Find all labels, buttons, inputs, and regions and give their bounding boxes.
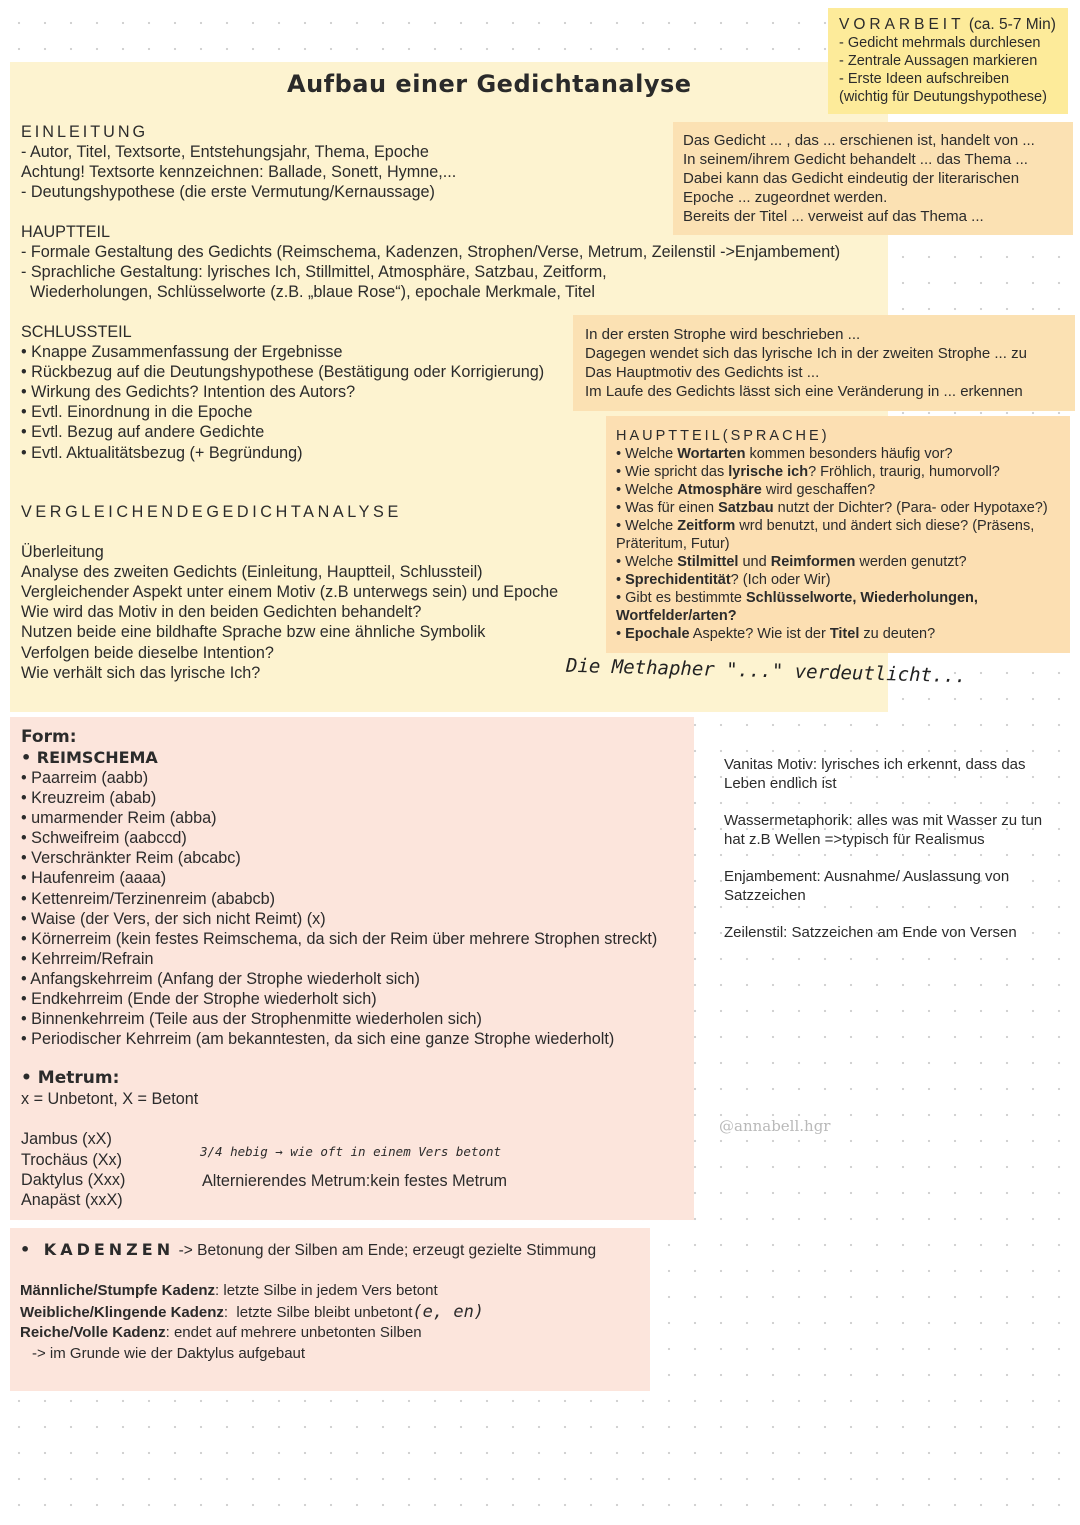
- page-title: Aufbau einer Gedichtanalyse: [287, 70, 692, 98]
- note-line: Leben endlich ist: [724, 775, 837, 792]
- reimschema-item: • Binnenkehrreim (Teile aus der Strophenmitte wiederholen sich): [21, 1009, 657, 1029]
- kadenz-reich: Reiche/Volle Kadenz: endet auf mehrere unbetonten Silben: [20, 1324, 422, 1341]
- vorarbeit-heading: VORARBEIT: [839, 16, 965, 33]
- phrase-line: Das Hauptmotiv des Gedichts ist ...: [585, 364, 820, 381]
- phrase-line: Dabei kann das Gedicht eindeutig der literarischen: [683, 170, 1020, 187]
- sprache-item: • Gibt es bestimmte Schlüsselworte, Wiederholungen,: [616, 589, 1048, 607]
- reimschema-heading: • REIMSCHEMA: [21, 747, 657, 768]
- note-line: Satzzeichen: [724, 887, 806, 904]
- metrum-item: Jambus (xX): [21, 1130, 112, 1149]
- einleitung-line: Achtung! Textsorte kennzeichnen: Ballade, Sonett, Hymne,...: [21, 163, 457, 182]
- note-line: Vanitas Motiv: lyrisches ich erkennt, dass das: [724, 756, 1026, 773]
- sprache-item: • Epochale Aspekte? Wie ist der Titel zu deuten?: [616, 625, 1048, 643]
- reimschema-item: • Schweifreim (aabccd): [21, 828, 657, 848]
- vorarbeit-duration: (ca. 5-7 Min): [968, 16, 1056, 33]
- sprache-item: • Welche Wortarten kommen besonders häufig vor?: [616, 445, 1048, 463]
- reimschema-item: • Kreuzreim (abab): [21, 788, 657, 808]
- kadenz-note: -> im Grunde wie der Daktylus aufgebaut: [32, 1344, 306, 1362]
- vergleich-line: Analyse des zweiten Gedichts (Einleitung, Hauptteil, Schlussteil): [21, 563, 483, 582]
- schlussteil-item: • Wirkung des Gedichts? Intention des Autors?: [21, 382, 544, 402]
- phrase-line: Dagegen wendet sich das lyrische Ich in der zweiten Strophe ... zu: [585, 345, 1027, 362]
- handwritten-note: Die Methapher "..." verdeutlicht...: [565, 654, 967, 688]
- right-notes: [724, 755, 1042, 942]
- reimschema-item: • Paarreim (aabb): [21, 768, 657, 788]
- sprache-item: • Welche Atmosphäre wird geschaffen?: [616, 481, 1048, 499]
- hauptteil-line: Wiederholungen, Schlüsselworte (z.B. „blaue Rose“), epochale Merkmale, Titel: [21, 283, 596, 302]
- kadenzen-description: -> Betonung der Silben am Ende; erzeugt gezielte Stimmung: [178, 1242, 597, 1259]
- sprache-item: • Wie spricht das lyrische ich? Fröhlich, traurig, humorvoll?: [616, 463, 1048, 481]
- vergleich-line: Nutzen beide eine bildhafte Sprache bzw eine ähnliche Symbolik: [21, 623, 486, 642]
- metrum-item: Daktylus (Xxx): [21, 1170, 126, 1189]
- vorarbeit-line: - Gedicht mehrmals durchlesen: [839, 35, 1041, 51]
- note-line: Zeilenstil: Satzzeichen am Ende von Versen: [724, 924, 1017, 941]
- reimschema-item: • Waise (der Vers, der sich nicht Reimt) (x): [21, 909, 657, 929]
- vergleich-line: Verfolgen beide dieselbe Intention?: [21, 643, 274, 662]
- hebig-note: 3/4 hebig → wie oft in einem Vers betont: [200, 1144, 502, 1159]
- sprache-item-cont: Wortfelder/arten?: [616, 608, 737, 624]
- vergleich-section: [21, 502, 558, 683]
- sprache-item: • Was für einen Satzbau nutzt der Dichter? (Para- oder Hypotaxe?): [616, 499, 1048, 517]
- note-line: Wassermetaphorik: alles was mit Wasser zu tun: [724, 812, 1043, 829]
- watermark: @annabell.hgr: [719, 1117, 831, 1135]
- form-section: [21, 727, 657, 1210]
- vorarbeit-section: [839, 16, 1056, 106]
- reimschema-item: • Kettenreim/Terzinenreim (ababcb): [21, 889, 657, 909]
- schlussteil-heading: SCHLUSSTEIL: [21, 323, 132, 341]
- vorarbeit-line: - Erste Ideen aufschreiben: [839, 71, 1010, 87]
- metrum-definition: x = Unbetont, X = Betont: [21, 1090, 199, 1109]
- reimschema-item: • Kehrreim/Refrain: [21, 949, 657, 969]
- schlussteil-item: • Knappe Zusammenfassung der Ergebnisse: [21, 342, 544, 362]
- form-heading: Form:: [21, 727, 77, 747]
- phrase-line: In seinem/ihrem Gedicht behandelt ... das Thema ...: [683, 151, 1028, 168]
- sprache-item: • Welche Zeitform wrd benutzt, und ändert sich diese? (Präsens,: [616, 517, 1048, 535]
- sprache-item-cont: Präteritum, Futur): [616, 536, 730, 552]
- reimschema-item: • Körnerreim (kein festes Reimschema, da sich der Reim über mehrere Strophen streckt): [21, 929, 657, 949]
- vergleich-line: Wie wird das Motiv in den beiden Gedichten behandelt?: [21, 603, 422, 622]
- einleitung-heading: EINLEITUNG: [21, 123, 149, 141]
- sprache-item: • Welche Stilmittel und Reimformen werden genutzt?: [616, 553, 1048, 571]
- vergleich-heading: VERGLEICHENDEGEDICHTANALYSE: [21, 503, 402, 521]
- phrase-line: Bereits der Titel ... verweist auf das Thema ...: [683, 208, 984, 225]
- reimschema-item: • Endkehrreim (Ende der Strophe wiederholt sich): [21, 989, 657, 1009]
- reimschema-item: • Haufenreim (aaaa): [21, 868, 657, 888]
- alternierend-line: Alternierendes Metrum:kein festes Metrum: [202, 1172, 507, 1190]
- vorarbeit-line: (wichtig für Deutungshypothese): [839, 89, 1047, 105]
- metrum-item: Anapäst (xxX): [21, 1190, 123, 1209]
- reimschema-item: • umarmender Reim (abba): [21, 808, 657, 828]
- hauptteil-heading: HAUPTTEIL: [21, 223, 111, 241]
- phrase-line: In der ersten Strophe wird beschrieben ...: [585, 326, 861, 343]
- vorarbeit-line: - Zentrale Aussagen markieren: [839, 53, 1038, 69]
- hauptteil-line: - Sprachliche Gestaltung: lyrisches Ich, Stillmittel, Atmosphäre, Satzbau, Zeitform,: [21, 263, 607, 282]
- kadenzen-section: [20, 1239, 596, 1364]
- einleitung-line: - Deutungshypothese (die erste Vermutung/Kernaussage): [21, 183, 435, 202]
- kadenzen-heading: • KADENZEN: [20, 1240, 174, 1259]
- kadenz-maennlich: Männliche/Stumpfe Kadenz: letzte Silbe in jedem Vers betont: [20, 1282, 438, 1299]
- hauptteil-section: [21, 222, 840, 302]
- sprache-section: [616, 427, 1048, 643]
- metrum-heading: • Metrum:: [21, 1067, 657, 1089]
- phrase-line: Im Laufe des Gedichts lässt sich eine Veränderung in ... erkennen: [585, 383, 1023, 400]
- schlussteil-item: • Evtl. Bezug auf andere Gedichte: [21, 422, 544, 442]
- hauptteil-line: - Formale Gestaltung des Gedichts (Reimschema, Kadenzen, Strophen/Verse, Metrum, Zeilenstil ->Enjambement): [21, 243, 841, 262]
- vergleich-line: Vergleichender Aspekt unter einem Motiv (z.B unterwegs sein) und Epoche: [21, 583, 559, 602]
- phrase-line: Epoche ... zugeordnet werden.: [683, 189, 888, 206]
- note-line: hat z.B Wellen =>typisch für Realismus: [724, 831, 985, 848]
- schlussteil-section: [21, 322, 544, 463]
- vergleich-line: Wie verhält sich das lyrische Ich?: [21, 663, 261, 682]
- reimschema-item: • Verschränkter Reim (abcabc): [21, 848, 657, 868]
- phrase-line: Das Gedicht ... , das ... erschienen ist, handelt von ...: [683, 132, 1035, 149]
- kadenz-weiblich: Weibliche/Klingende Kadenz: letzte Silbe bleibt unbetont(e, en): [20, 1301, 485, 1322]
- reimschema-item: • Anfangskehrreim (Anfang der Strophe wiederholt sich): [21, 969, 657, 989]
- einleitung-phrases: [683, 131, 1035, 226]
- sprache-item: • Sprechidentität? (Ich oder Wir): [616, 571, 1048, 589]
- schlussteil-item: • Evtl. Einordnung in die Epoche: [21, 402, 544, 422]
- metrum-item: Trochäus (Xx): [21, 1150, 123, 1169]
- vergleich-line: Überleitung: [21, 543, 104, 562]
- reimschema-item: • Periodischer Kehrreim (am bekanntesten, da sich eine ganze Strophe wiederholt): [21, 1029, 657, 1049]
- schlussteil-item: • Evtl. Aktualitätsbezug (+ Begründung): [21, 443, 544, 463]
- note-line: Enjambement: Ausnahme/ Auslassung von: [724, 868, 1010, 885]
- sprache-heading: HAUPTTEIL(SPRACHE): [616, 428, 830, 444]
- schlussteil-item: • Rückbezug auf die Deutungshypothese (Bestätigung oder Korrigierung): [21, 362, 544, 382]
- hauptteil-phrases: [585, 325, 1027, 401]
- einleitung-line: - Autor, Titel, Textsorte, Entstehungsjahr, Thema, Epoche: [21, 143, 429, 162]
- einleitung-section: [21, 122, 456, 202]
